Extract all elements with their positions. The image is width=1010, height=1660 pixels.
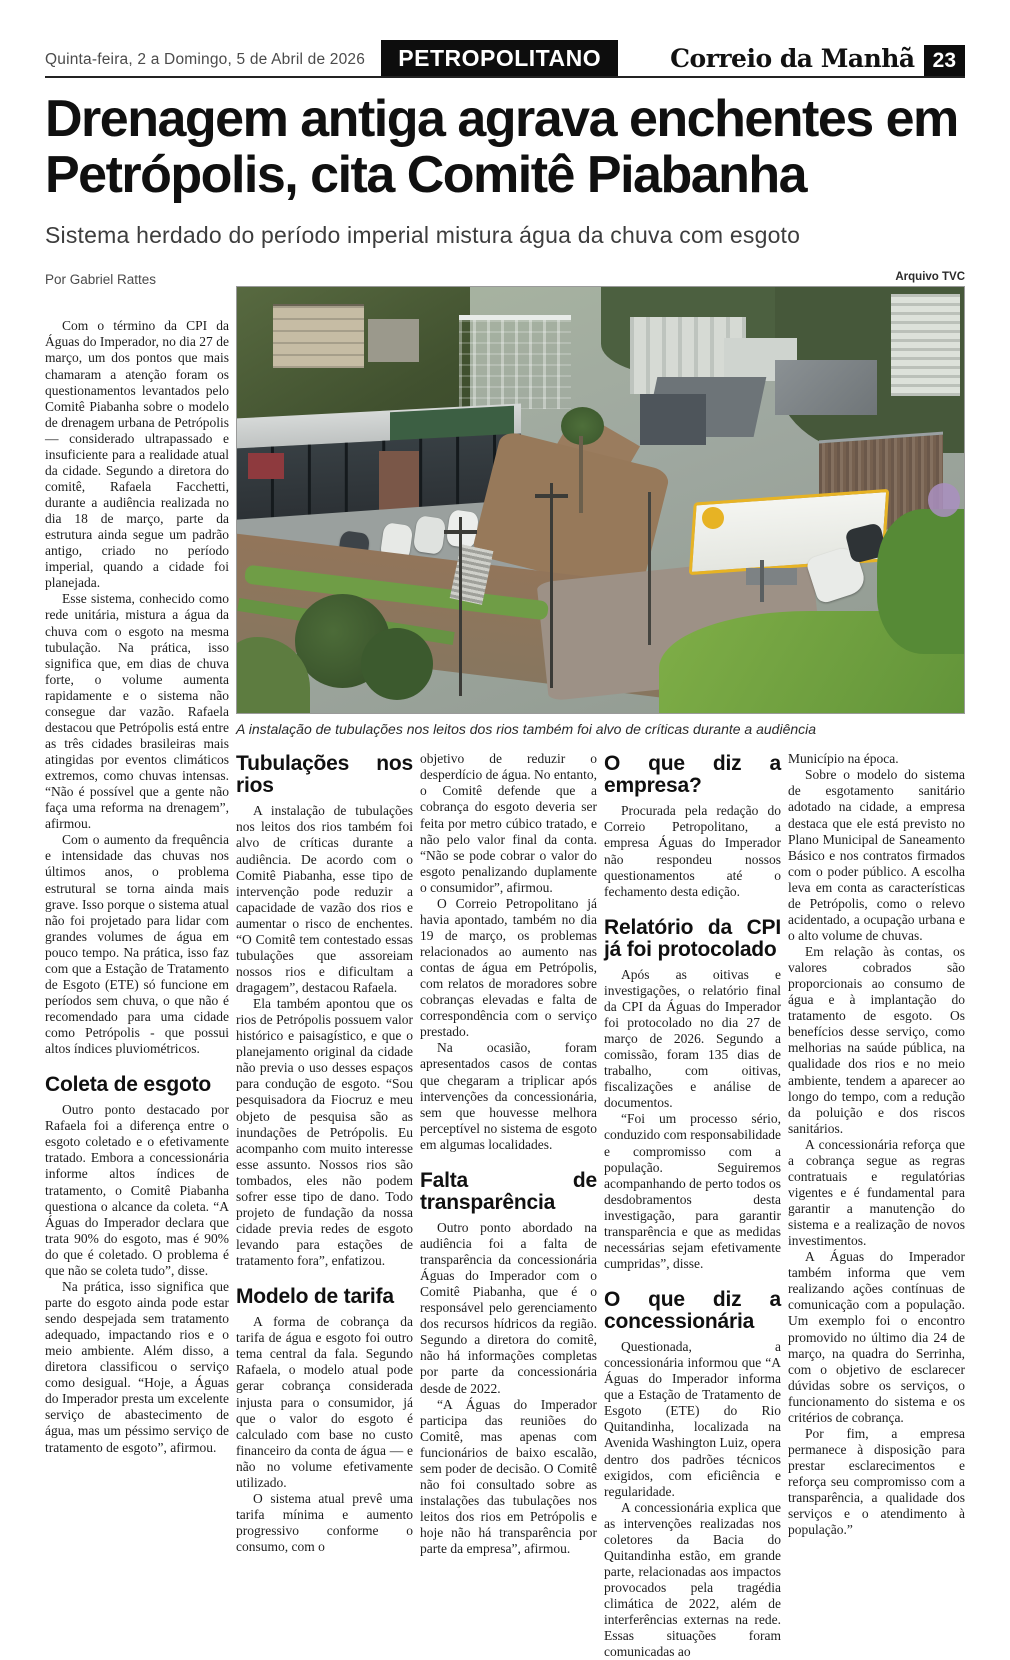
- article-photo: [236, 286, 965, 714]
- photo-vegetation: [877, 509, 965, 654]
- article-paragraph: A concessionária explica que as intervenções realizadas nos coletores da Bacia do Quitandinha estão, em grande parte, relacionadas aos impactos provocados pela tragédia climática de 2022, além de interferências externas na rede. Essas situações foram comunicadas ao: [604, 1499, 781, 1660]
- photo-building-gray: [368, 319, 419, 362]
- text-column-5: [788, 751, 965, 1660]
- article-paragraph: Outro ponto destacado por Rafaela foi a diferença entre o esgoto coletado e o efetivamente tratado. Embora a concessionária informe altos índices de tratamento, o Comitê Piabanha questiona o alcance da coleta. “A Águas do Imperador declara que trata 90% do esgoto, mas é 90% do que é coletado. O problema é que não se coleta tudo”, disse.: [45, 1102, 229, 1278]
- photo-utility-pole: [459, 517, 462, 696]
- photo-building-tall-right: [891, 294, 960, 396]
- article-paragraph: Com o aumento da frequência e intensidade das chuvas nos últimos anos, o problema estrutural se torna ainda mais grave. Isso porque o sistema atual não foi projetado para lidar com grandes volumes de água em pouco tempo. Na prática, isso faz com que a Estação de Tratamento de Esgoto (ETE) só funcione em períodos sem chuva, o que não é recomendado para uma cidade como Petrópolis - que possui altos índices pluviométricos.: [45, 832, 229, 1057]
- edition-date: Quinta-feira, 2 a Domingo, 5 de Abril de 2026: [45, 51, 366, 68]
- section-banner-label: PETROPOLITANO: [398, 45, 602, 71]
- article-paragraph: Na ocasião, foram apresentados casos de contas que chegaram a triplicar após intervenções da concessionária, sem que houvesse melhora perceptível no sistema de esgoto em algumas localidades.: [420, 1040, 597, 1152]
- section-heading: Coleta de esgoto: [45, 1073, 211, 1097]
- photo-credit: Arquivo TVC: [895, 271, 965, 284]
- section-heading: Falta de transparência: [420, 1168, 597, 1214]
- section-heading: Relatório da CPI já foi protocolado: [604, 915, 781, 961]
- article-paragraph: A forma de cobrança da tarifa de água e esgoto foi outro tema central da fala. Segundo Rafaela, o modelo atual pode gerar cobrança considerada injusta para o consumidor, já que o valor do esgoto é calculado com base no custo financeiro da conta de água — e não no volume efetivamente utilizado.: [236, 1314, 413, 1490]
- article-paragraph: A instalação de tubulações nos leitos dos rios também foi alvo de críticas durante a audiência. De acordo com o Comitê Piabanha, esse tipo de intervenção pode reduzir a capacidade de vazão dos rios e aumentar o risco de enchentes. “O Comitê tem contestado essas tubulações que assoreiam nossos rios e dificultam a dragagem”, destacou Rafaela.: [236, 803, 413, 996]
- byline: Por Gabriel Rattes: [45, 272, 157, 288]
- bottom-columns: [236, 751, 965, 1660]
- article-paragraph: “A Águas do Imperador participa das reuniões do Comitê, mas apenas com funcionários de baixo escalão, sem poder de decisão. O Comitê não foi consultado sobre as instalações das tubulações nos leitos dos rios em Petrópolis e hoje não há transparência por parte da empresa”, afirmou.: [420, 1396, 597, 1557]
- photo-utility-pole: [550, 483, 553, 687]
- page-number: 23: [924, 45, 965, 76]
- section-heading: O que diz a concessionária: [604, 1288, 781, 1334]
- section-banner: [381, 40, 618, 76]
- photo-utility-pole: [535, 494, 568, 498]
- article-paragraph: Por fim, a empresa permanece à disposição para prestar esclarecimentos e reforça seu compromisso com a transparência, a qualidade dos serviços e o atendimento à população.”: [788, 1425, 965, 1538]
- article-subhead: Sistema herdado do período imperial mistura água da chuva com esgoto: [45, 222, 801, 249]
- article-paragraph: objetivo de reduzir o desperdício de água. No entanto, o Comitê defende que a cobrança do esgoto deveria ser feita por metro cúbico tratado, e não pelo valor final da conta. “Não se pode cobrar o valor do esgoto penalizando duplamente o consumidor”, afirmou.: [420, 751, 597, 895]
- photo-tree: [361, 628, 434, 700]
- photo-utility-pole: [444, 530, 477, 534]
- photo-canopy-post: [760, 560, 764, 603]
- photo-utility-pole: [648, 492, 651, 645]
- text-column-1: [45, 271, 229, 1660]
- photo-building-beige: [273, 304, 364, 368]
- section-heading: O que diz a empresa?: [604, 752, 781, 798]
- article-paragraph: Município na época.: [788, 751, 899, 767]
- article-paragraph: Na prática, isso significa que parte do esgoto ainda pode estar sendo despejada sem tratamento adequado, impactando rios e o meio ambiente. Além disso, a diretora classificou o serviço como desigual. “Hoje, a Águas do Imperador presta um excelente serviço de abastecimento de água, mas um péssimo serviço de tratamento de esgoto”, afirmou.: [45, 1278, 229, 1455]
- article-paragraph: Ela também apontou que os rios de Petrópolis possuem valor histórico e paisagístico, e que o planejamento original da cidade não previa o uso desses espaços para condução de esgoto. “Sou pesquisadora da Fiocruz e meu objeto de pesquisa são as inundações de Petrópolis. Eu acompanho com muito interesse esse assunto. Nossos rios são tombados, eles não podem sofrer esse tipo de dano. Todo projeto de fundação da nossa cidade previa redes de esgoto levando para estações de tratamento fora”, enfatizou.: [236, 996, 413, 1269]
- text-column-2: [236, 751, 413, 1660]
- section-heading: Tubulações nos rios: [236, 752, 413, 798]
- article-paragraph: Esse sistema, conhecido como rede unitária, mistura a água da chuva com o esgoto na mesma tubulação. Na prática, isso significa que, em dias de chuva forte, o volume aumenta rapidamente e o sistema não consegue dar vazão. Rafaela destacou que Petrópolis está entre as três cidades brasileiras mais atingidas por eventos climáticos extremos, como chuvas intensas. “Não é possível que a gente não faça uma reforma na drenagem”, afirmou.: [45, 591, 229, 832]
- article-paragraph: Após as oitivas e investigações, o relatório final da CPI da Águas do Imperador foi protocolado no dia 27 de março de 2026. Segundo a comissão, foram 135 dias de trabalho, com oitivas, fiscalizações e análise de documentos.: [604, 966, 781, 1111]
- page-header: [45, 40, 965, 78]
- article-body: [45, 271, 965, 1660]
- photo-building-teal: [459, 315, 572, 409]
- photo-house-center: [640, 394, 705, 445]
- article-paragraph: Com o término da CPI da Águas do Imperador, no dia 27 de março, um dos pontos que mais chamaram a atenção foram os questionamentos levantados pelo Comitê Piabanha sobre o modelo de drenagem urbana de Petrópolis — considerado ultrapassado e insuficiente para a realidade atual da cidade. Segundo a diretora do comitê, Rafaela Facchetti, durante a audiência realizada no dia 18 de março, parte da estrutura ainda segue um padrão antigo, criado no período imperial, quando a cidade foi planejada.: [45, 318, 229, 591]
- photo-palm-trunk: [579, 436, 583, 513]
- article-paragraph: A concessionária reforça que a cobrança segue as regras contratuais e regulatórias vigentes e é fundamental para garantir a manutenção do sistema e a realização de novos investimentos.: [788, 1136, 965, 1249]
- article-headline: Drenagem antiga agrava enchentes em Petrópolis, cita Comitê Piabanha: [45, 90, 958, 204]
- section-heading: Modelo de tarifa: [236, 1285, 394, 1309]
- photo-roofs-right: [775, 360, 877, 415]
- article-paragraph: A Águas do Imperador também informa que vem realizando ações contínuas de comunicação com a população. Um exemplo foi o encontro promovido no último dia 24 de março, na quadra do Serrinha, com o objetivo de esclarecer dúvidas sobre os serviços, o funcionamento do sistema e os critérios de cobrança.: [788, 1249, 965, 1425]
- text-column-4: [604, 751, 781, 1660]
- article-paragraph: Outro ponto abordado na audiência foi a falta de transparência da concessionária Águas do Imperador com o Comitê Piabanha, que é o responsável pelo gerenciamento dos recursos hídricos da região. Segundo a diretora do comitê, não há informações completas por parte da concessionária desde de 2022.: [420, 1219, 597, 1396]
- photo-storefront-red-sign: [248, 453, 284, 479]
- article-paragraph: Sobre o modelo do sistema de esgotamento sanitário adotado na cidade, a empresa destaca que ele está previsto no Plano Municipal de Saneamento Básico e nos contratos firmados com o poder público. A escolha leva em conta as características de Petrópolis, como o relevo acidentado, a ocupação urbana e o alto volume de chuvas.: [788, 767, 965, 943]
- text-column-3: [420, 751, 597, 1660]
- article-right-area: [236, 271, 965, 1660]
- article-paragraph: Em relação às contas, os valores cobrados são proporcionais ao consumo de água e à implantação do tratamento de esgoto. Os benefícios desse serviço, como melhorias na saúde pública, na qualidade dos rios e no meio ambiente, tendem a aparecer ao longo do tempo, com a redução da poluição e dos riscos sanitários.: [788, 944, 965, 1136]
- article-paragraph: O Correio Petropolitano já havia apontado, também no dia 19 de março, os problemas relacionados ao aumento nas contas de água em Petrópolis, com relatos de moradores sobre cobranças elevadas e falta de correspondência com o serviço prestado.: [420, 895, 597, 1040]
- article-paragraph: Procurada pela redação do Correio Petropolitano, a empresa Águas do Imperador não respondeu nossos questionamentos até o fechamento desta edição.: [604, 803, 781, 899]
- masthead-group: [670, 44, 965, 76]
- article-paragraph: “Foi um processo sério, conduzido com responsabilidade e compromisso com a população. Seguiremos acompanhando de perto todos os desdobramentos desta investigação, para garantir transparência e que as medidas necessárias sejam efetivamente cumpridas”, disse.: [604, 1111, 781, 1271]
- photo-gas-pumps: [746, 568, 797, 585]
- photo-storefront-door: [379, 451, 419, 511]
- article-paragraph: O sistema atual prevê uma tarifa mínima e aumento progressivo conforme o consumo, com o: [236, 1490, 413, 1555]
- newspaper-masthead: Correio da Manhã: [670, 44, 915, 73]
- photo-caption: A instalação de tubulações nos leitos dos rios também foi alvo de críticas durante a audiência: [236, 721, 817, 738]
- photo-gas-station-logo: [702, 507, 724, 529]
- article-paragraph: Questionada, a concessionária informou que “A Águas do Imperador informa que a Estação de Tratamento de Esgoto (ETE) do Rio Quitandinha, localizada na Avenida Washington Luiz, opera dentro dos padrões técnicos exigidos, com eficiência e regularidade.: [604, 1339, 781, 1499]
